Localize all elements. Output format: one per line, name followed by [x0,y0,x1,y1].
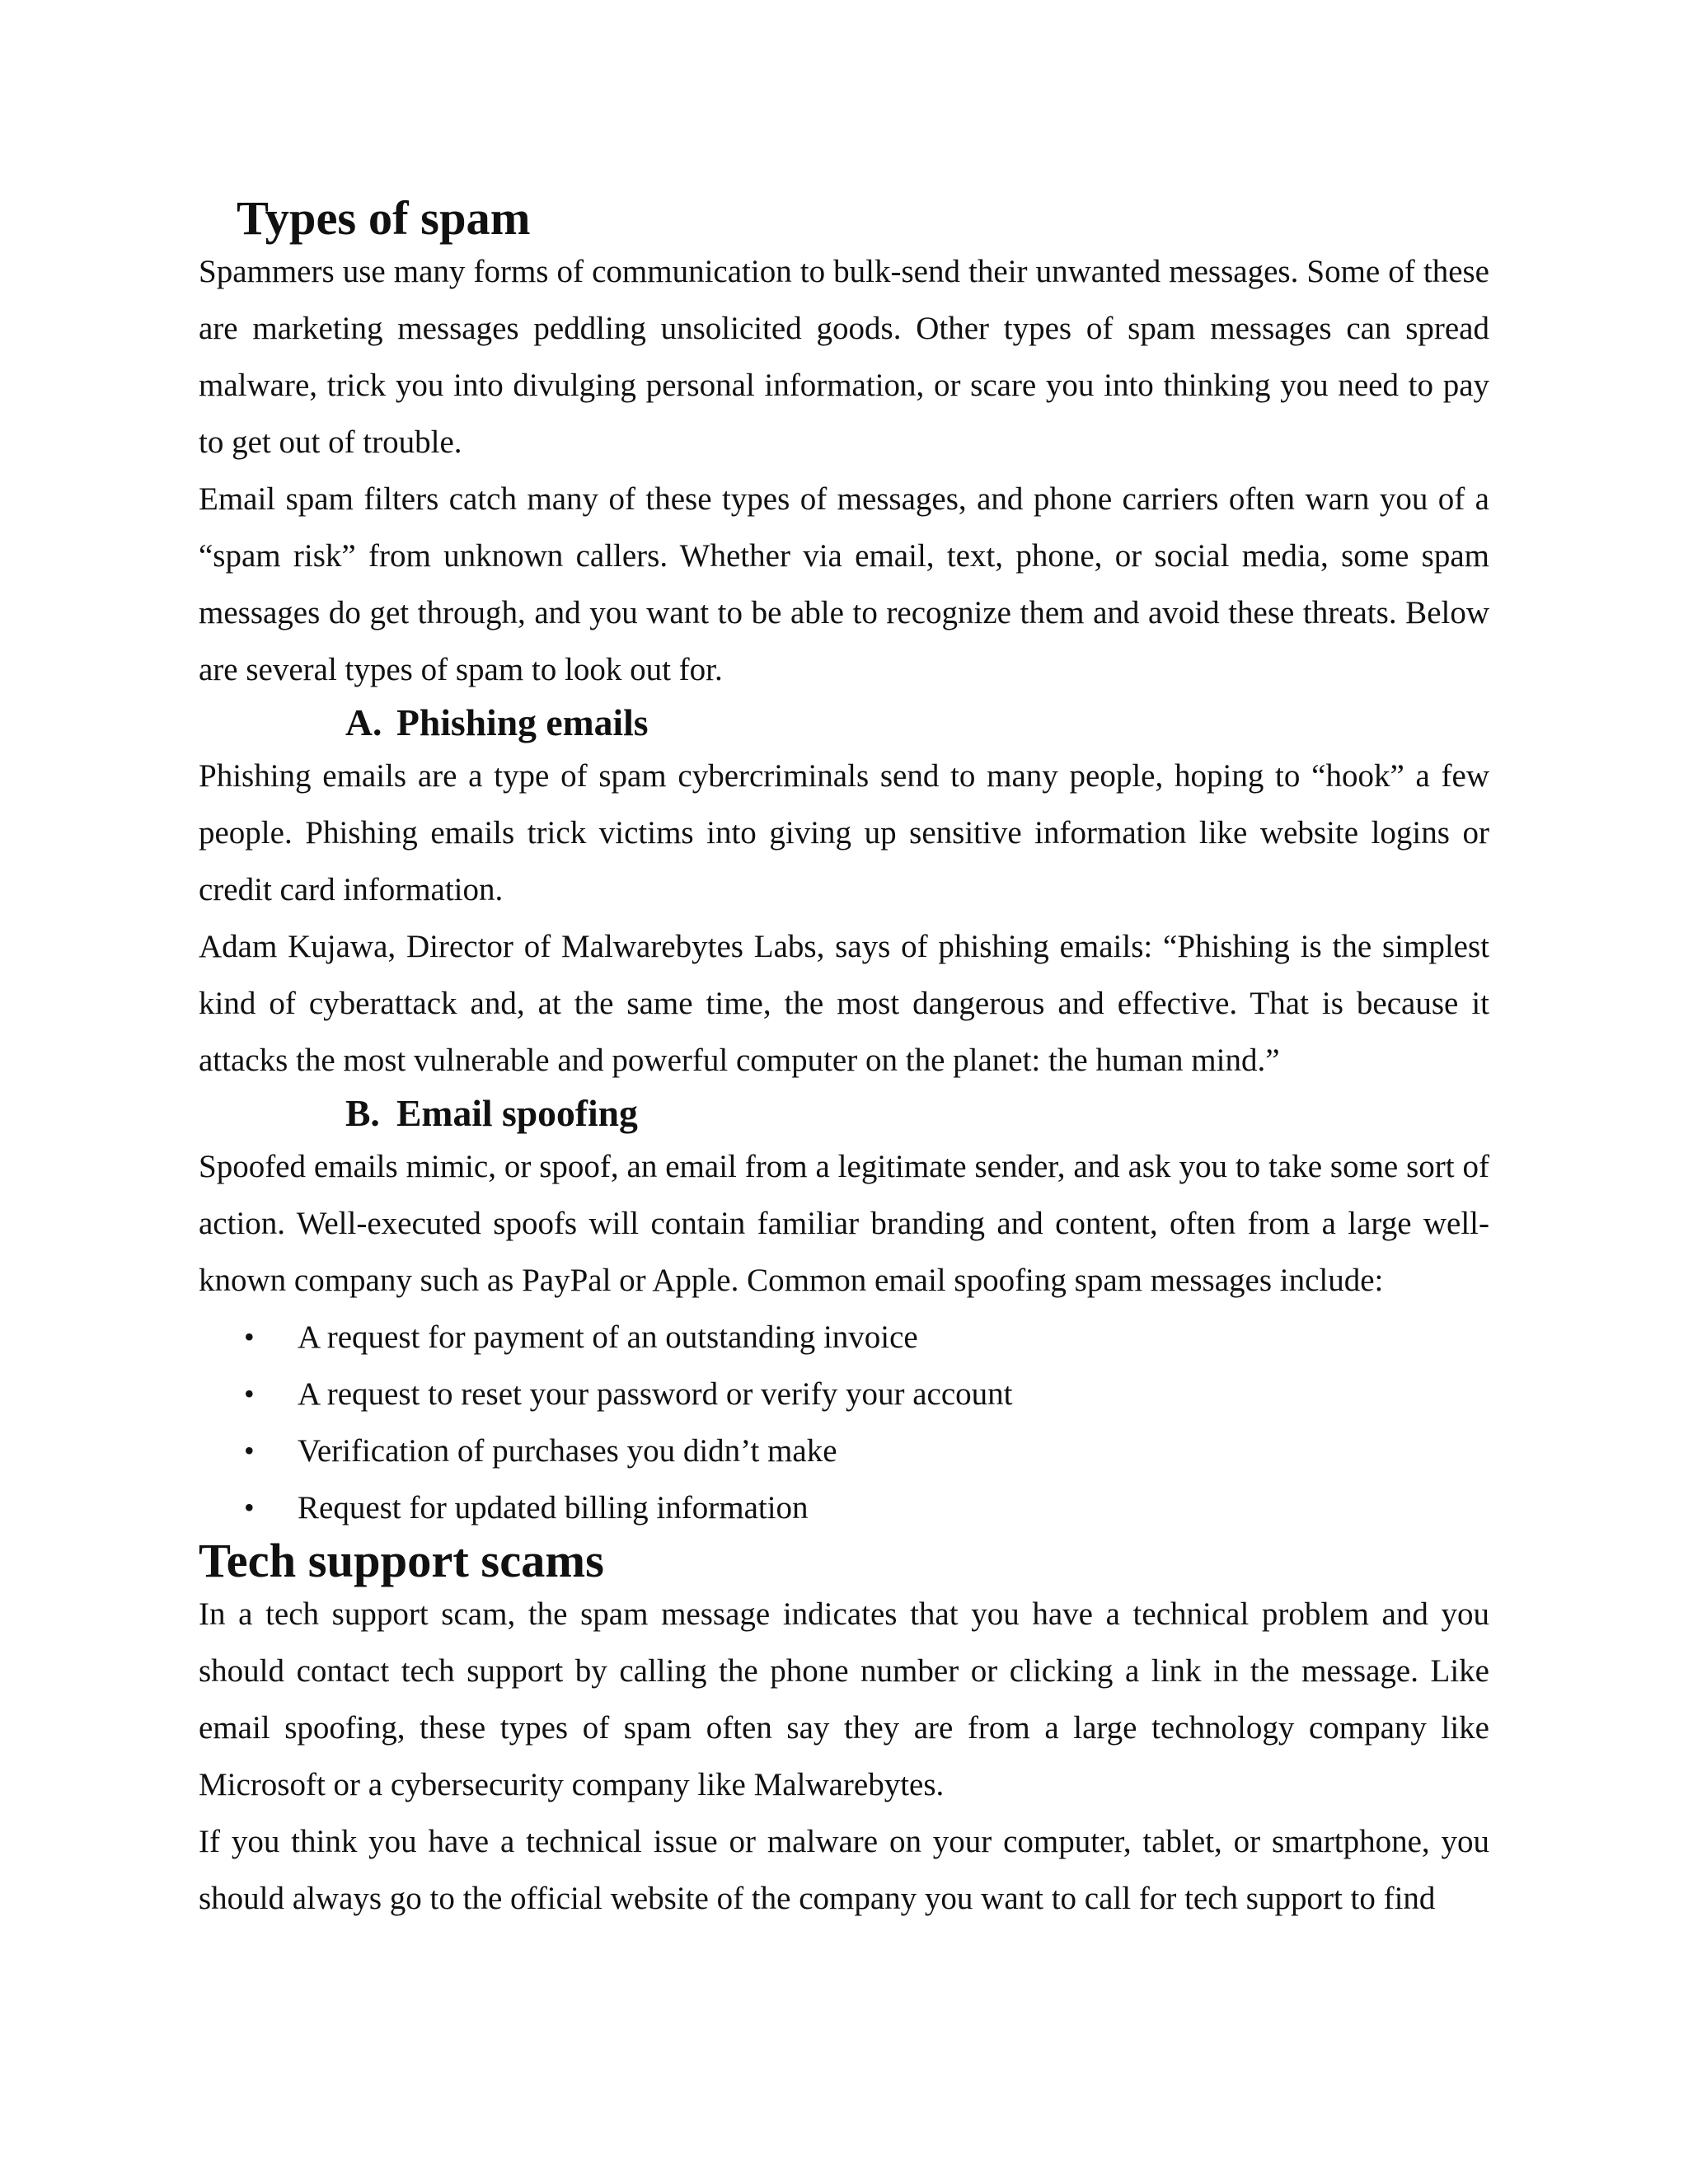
list-item [199,1309,1489,1366]
list-item-text: Verification of purchases you didn’t make [298,1433,837,1469]
paragraph-intro-2: Email spam filters catch many of these types of messages, and phone carriers often warn you of a “spam risk” from unknown callers. Whether via email, text, phone, or social media, some spam messages do get through, and you want to be able to recognize them and avoid these threats. Below are several types of spam to look out for. [199,481,1489,687]
paragraph-phishing-quote: Adam Kujawa, Director of Malwarebytes Labs, says of phishing emails: “Phishing is the simplest kind of cyberattack and, at the same time, the most dangerous and effective. That is because it attacks the most vulnerable and powerful computer on the planet: the human mind.” [199,929,1489,1078]
bullet-icon: • [244,1491,255,1524]
document-body [199,191,1489,1927]
paragraph-tech-2: If you think you have a technical issue or malware on your computer, tablet, or smartphone, you should always go to the official website of the company you want to call for tech support to find [199,1824,1489,1916]
heading-types-of-spam: Types of spam [237,191,531,245]
paragraph-spoofing-1: Spoofed emails mimic, or spoof, an email from a legitimate sender, and ask you to take some sort of action. Well-executed spoofs will contain familiar branding and content, often from a large well-known company such as PayPal or Apple. Common email spoofing spam messages include: [199,1149,1489,1298]
paragraph-tech-1: In a tech support scam, the spam message indicates that you have a technical problem and you should contact tech support by calling the phone number or clicking a link in the message. Like email spoofing, these types of spam often say they are from a large technology company like Microsoft or a cybersecurity company like Malwarebytes. [199,1596,1489,1802]
heading-email-spoofing [199,1089,1489,1138]
bullet-icon: • [244,1377,255,1410]
list-item-text: Request for updated billing information [298,1490,809,1526]
list-item [199,1479,1489,1536]
list-item-text: A request to reset your password or verify your account [298,1376,1013,1412]
heading-phishing-emails [199,698,1489,748]
heading-letter-b: B. [345,1092,380,1134]
heading-tech-support-scams: Tech support scams [199,1534,604,1587]
heading-title-spoofing: Email spoofing [396,1092,638,1134]
heading-title-phishing: Phishing emails [396,701,649,743]
spoofing-bullet-list [199,1309,1489,1536]
bullet-icon: • [244,1320,255,1353]
list-item-text: A request for payment of an outstanding invoice [298,1319,918,1355]
heading-letter-a: A. [345,701,382,743]
bullet-icon: • [244,1434,255,1467]
list-item [199,1366,1489,1422]
paragraph-phishing-1: Phishing emails are a type of spam cybercriminals send to many people, hoping to “hook” a few people. Phishing emails trick victims into giving up sensitive information like website logins or credit card information. [199,758,1489,907]
paragraph-intro-1: Spammers use many forms of communication to bulk-send their unwanted messages. Some of these are marketing messages peddling unsolicited goods. Other types of spam messages can spread malware, trick you into divulging personal information, or scare you into thinking you need to pay to get out of trouble. [199,254,1489,460]
list-item [199,1422,1489,1479]
